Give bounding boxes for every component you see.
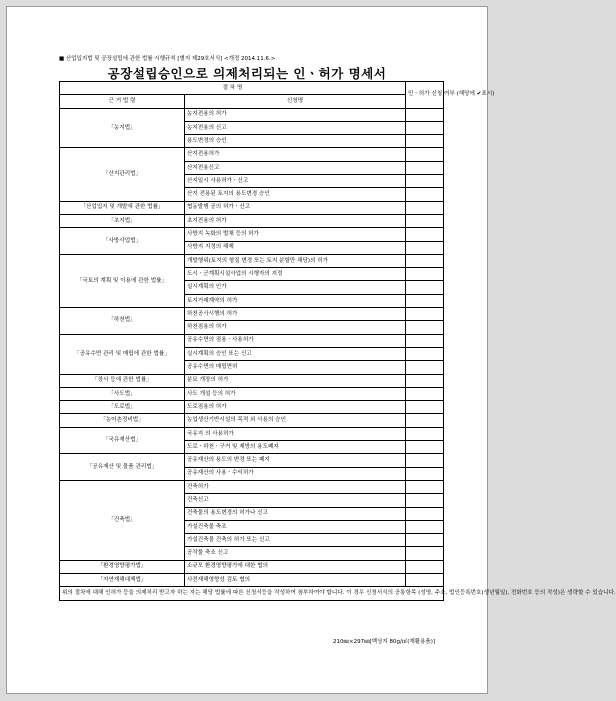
table-row xyxy=(60,148,444,161)
application-cell: 가설건축물 축조 xyxy=(185,520,406,533)
law-cell: 「장사 등에 관한 법률」 xyxy=(60,374,185,387)
subheader-row xyxy=(60,95,444,108)
table-row xyxy=(60,573,444,586)
check-cell[interactable] xyxy=(406,268,444,281)
note-row xyxy=(60,587,444,600)
law-cell: 「사방사업법」 xyxy=(60,228,185,255)
check-cell[interactable] xyxy=(406,214,444,227)
check-cell[interactable] xyxy=(406,347,444,360)
law-cell: 「공유수면 관리 및 매립에 관한 법률」 xyxy=(60,334,185,374)
application-cell: 하천공사시행의 허가 xyxy=(185,308,406,321)
check-cell[interactable] xyxy=(406,188,444,201)
header-row xyxy=(60,82,444,95)
check-cell[interactable] xyxy=(406,361,444,374)
check-cell[interactable] xyxy=(406,547,444,560)
application-cell: 도로점용의 허가 xyxy=(185,401,406,414)
check-cell[interactable] xyxy=(406,441,444,454)
application-cell: 농업생산기반시설의 목적 외 사용의 승인 xyxy=(185,414,406,427)
check-cell[interactable] xyxy=(406,520,444,533)
check-cell[interactable] xyxy=(406,148,444,161)
header-basis: 근 거 법 령 xyxy=(60,95,185,108)
application-cell: 산지일시 사용허가ㆍ신고 xyxy=(185,175,406,188)
check-cell[interactable] xyxy=(406,454,444,467)
application-cell: 공유재산의 용도의 변경 또는 폐지 xyxy=(185,454,406,467)
check-cell[interactable] xyxy=(406,321,444,334)
check-cell[interactable] xyxy=(406,414,444,427)
application-cell: 사방지 녹화의 벌채 등의 허가 xyxy=(185,228,406,241)
law-cell: 「도로법」 xyxy=(60,401,185,414)
check-cell[interactable] xyxy=(406,294,444,307)
check-cell[interactable] xyxy=(406,135,444,148)
table-row xyxy=(60,374,444,387)
law-cell: 「환경영향평가법」 xyxy=(60,560,185,573)
application-cell: 토지거래계약의 허가 xyxy=(185,294,406,307)
application-cell: 용도변경의 승인 xyxy=(185,135,406,148)
law-cell: 「건축법」 xyxy=(60,480,185,560)
check-cell[interactable] xyxy=(406,254,444,267)
table-row xyxy=(60,214,444,227)
table-row xyxy=(60,334,444,347)
application-cell: 도시ㆍ군계획시설사업의 시행자의 지정 xyxy=(185,268,406,281)
application-cell: 하천점용의 허가 xyxy=(185,321,406,334)
application-cell: 사방지 지정의 해제 xyxy=(185,241,406,254)
check-cell[interactable] xyxy=(406,228,444,241)
check-cell[interactable] xyxy=(406,573,444,586)
check-cell[interactable] xyxy=(406,241,444,254)
check-cell[interactable] xyxy=(406,427,444,440)
application-cell: 공유재산의 사용ㆍ수익허가 xyxy=(185,467,406,480)
application-cell: 실시계획의 인가 xyxy=(185,281,406,294)
application-cell: 농지전용의 허가 xyxy=(185,108,406,121)
application-cell: 사도 개설 등의 허가 xyxy=(185,387,406,400)
check-cell[interactable] xyxy=(406,374,444,387)
table-row xyxy=(60,480,444,493)
law-cell: 「농어촌정비법」 xyxy=(60,414,185,427)
application-cell: 농지전용의 신고 xyxy=(185,121,406,134)
note-text: 위의 절차에 대해 인허가 등을 의제처리 받고자 하는 자는 해당 법률에 따른 신청서등을 작성하여 첨부하여야 합니다. 이 경우 신청서식의 공통항목 (성명, 주소, 법인등록번호(생년월일), 전화번호 등의 작성)은 생략할 수 있습니다. xyxy=(60,587,444,600)
application-cell: 공유수면의 매립면허 xyxy=(185,361,406,374)
table-row xyxy=(60,414,444,427)
document-page xyxy=(6,6,616,694)
form-reference: ■ 산업입지법 및 공장설립에 관한 법률 시행규칙 [별지 제29호서식] <개정 2014.11.6.> xyxy=(59,56,276,62)
table-row xyxy=(60,454,444,467)
application-cell: 개발행위(토지의 형질 변경 또는 토지 분할만 해당)의 허가 xyxy=(185,254,406,267)
law-cell: 「국토의 계획 및 이용에 관한 법률」 xyxy=(60,254,185,307)
application-cell: 사전재해영향성 검토 협의 xyxy=(185,573,406,586)
header-procedure: 절 차 명 xyxy=(60,82,406,95)
table-row xyxy=(60,560,444,573)
application-cell: 산지전용신고 xyxy=(185,161,406,174)
check-cell[interactable] xyxy=(406,467,444,480)
application-cell: 건축신고 xyxy=(185,494,406,507)
check-cell[interactable] xyxy=(406,494,444,507)
table-row xyxy=(60,427,444,440)
application-cell: 실시계획의 승인 또는 신고 xyxy=(185,347,406,360)
check-cell[interactable] xyxy=(406,507,444,520)
law-cell: 「사도법」 xyxy=(60,387,185,400)
check-cell[interactable] xyxy=(406,281,444,294)
application-cell: 산지전용허가 xyxy=(185,148,406,161)
law-cell: 「국유재산법」 xyxy=(60,427,185,454)
application-cell: 초지전용의 허가 xyxy=(185,214,406,227)
table-row xyxy=(60,387,444,400)
application-cell: 가설건축물 건축의 허가 또는 신고 xyxy=(185,534,406,547)
table-row xyxy=(60,308,444,321)
check-cell[interactable] xyxy=(406,175,444,188)
law-cell: 「자연재해대책법」 xyxy=(60,573,185,586)
law-cell: 「산업입지 및 개발에 관한 법률」 xyxy=(60,201,185,214)
application-cell: 협동발행 공의 허가ㆍ신고 xyxy=(185,201,406,214)
check-cell[interactable] xyxy=(406,334,444,347)
law-cell: 「초지법」 xyxy=(60,214,185,227)
law-cell: 「산지관리법」 xyxy=(60,148,185,201)
table-row xyxy=(60,228,444,241)
check-cell[interactable] xyxy=(406,161,444,174)
application-cell: 소규모 환경영향평가에 대한 협의 xyxy=(185,560,406,573)
check-cell[interactable] xyxy=(406,534,444,547)
header-application: 신청명 xyxy=(185,95,406,108)
law-cell: 「공유재산 및 물품 관리법」 xyxy=(60,454,185,481)
table-row xyxy=(60,108,444,121)
page-title: 공장설립승인으로 의제처리되는 인ㆍ허가 명세서 xyxy=(107,66,387,81)
table-row xyxy=(60,201,444,214)
paper-spec: 210㎜×297㎜[백상지 80g/㎡(재활용품)] xyxy=(333,639,435,645)
check-cell[interactable] xyxy=(406,201,444,214)
check-cell[interactable] xyxy=(406,387,444,400)
check-cell[interactable] xyxy=(406,480,444,493)
check-cell[interactable] xyxy=(406,121,444,134)
application-cell: 분묘 개장의 허가 xyxy=(185,374,406,387)
application-cell: 도로ㆍ하천ㆍ구거 및 제방의 용도폐지 xyxy=(185,441,406,454)
table-row xyxy=(60,401,444,414)
permit-table xyxy=(59,81,616,601)
law-cell: 「하천법」 xyxy=(60,308,185,335)
law-cell: 「농지법」 xyxy=(60,108,185,148)
application-cell: 건축물의 용도변경의 허가나 신고 xyxy=(185,507,406,520)
application-cell: 산지 전용된 토지의 용도변경 승인 xyxy=(185,188,406,201)
application-cell: 건축허가 xyxy=(185,480,406,493)
check-cell[interactable] xyxy=(406,308,444,321)
header-check: 민ㆍ허가 신청 여부 (해당에 ✔표시) xyxy=(406,82,444,109)
application-cell: 공작물 축조 신고 xyxy=(185,547,406,560)
check-cell[interactable] xyxy=(406,108,444,121)
table-row xyxy=(60,254,444,267)
check-cell[interactable] xyxy=(406,560,444,573)
application-cell: 공유수면의 점용ㆍ사용허가 xyxy=(185,334,406,347)
check-cell[interactable] xyxy=(406,401,444,414)
application-cell: 국유지 의 사용허가 xyxy=(185,427,406,440)
